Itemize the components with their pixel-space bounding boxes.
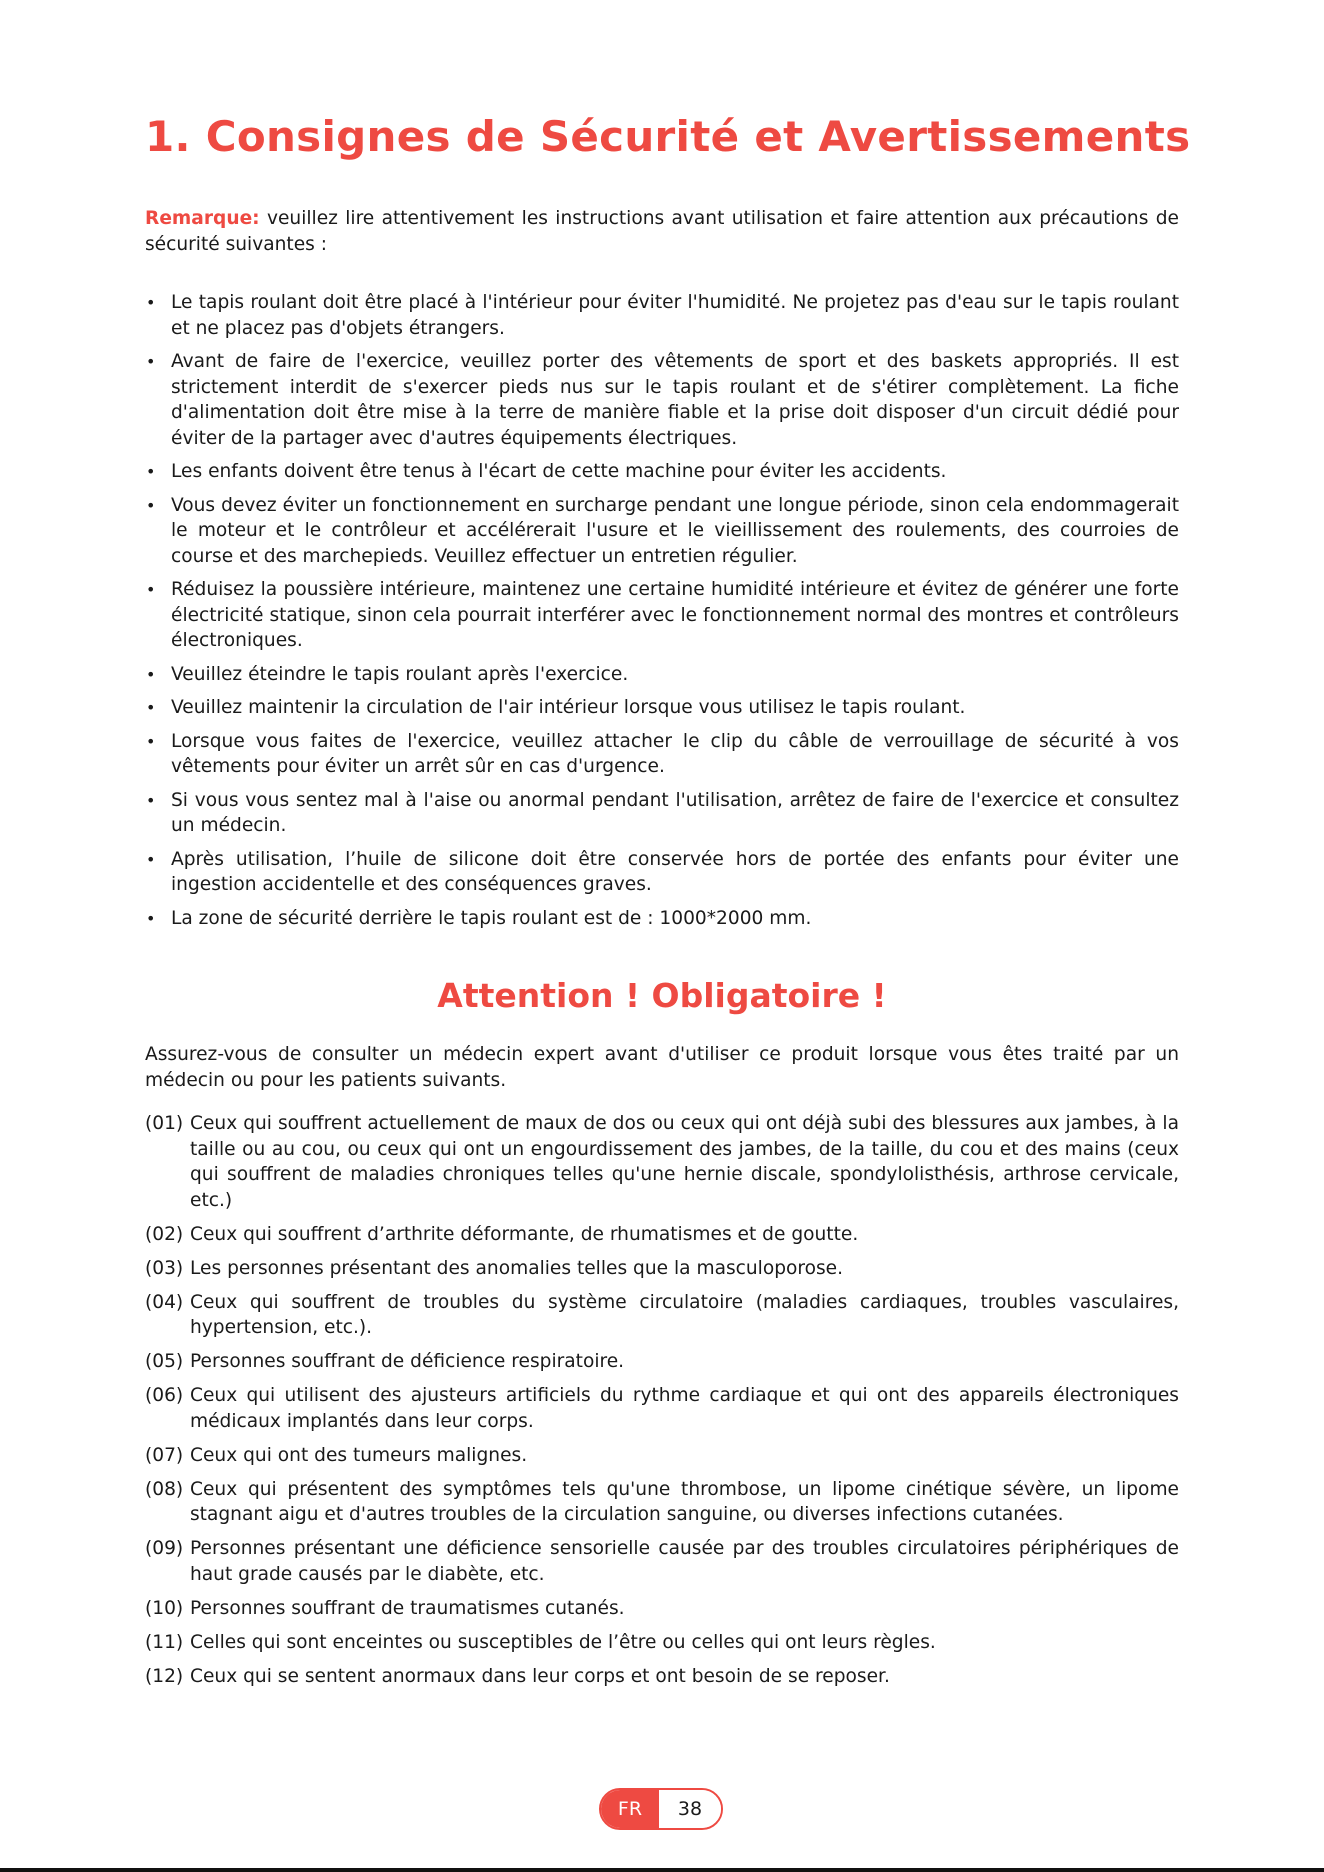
attention-heading: Attention ! Obligatoire ! <box>437 976 887 1015</box>
remark-paragraph <box>145 206 1179 258</box>
list-item <box>145 1383 1179 1434</box>
item-text: Personnes souffrant de traumatismes cutanés. <box>190 1597 625 1619</box>
bullet-icon: • <box>146 731 156 751</box>
bullet-icon: • <box>146 580 156 599</box>
item-text: Ceux qui utilisent des ajusteurs artificiels du rythme cardiaque et qui ont des appareils électroniques médicaux implantés dans leur corps. <box>190 1385 1179 1432</box>
list-item <box>145 1630 1179 1656</box>
item-text: Ceux qui ont des tumeurs malignes. <box>190 1444 528 1466</box>
list-item: • Les enfants doivent être tenus à l'écart de cette machine pour éviter les accidents. <box>145 459 1179 485</box>
item-number: (01) <box>145 1113 184 1134</box>
item-text: Ceux qui présentent des symptômes tels qu'une thrombose, un lipome cinétique sévère, un lipome stagnant aigu et d'autres troubles de la circulation sanguine, ou diverses infections cutanées. <box>190 1478 1179 1525</box>
list-item <box>145 1477 1179 1528</box>
item-text: Les personnes présentant des anomalies telles que la masculoporose. <box>190 1257 844 1279</box>
list-item: • Réduisez la poussière intérieure, maintenez une certaine humidité intérieure et évitez de générer une forte électricité statique, sinon cela pourrait interférer avec le fonctionnement normal des montres et contrôleurs électroniques. <box>146 579 1179 651</box>
bottom-divider <box>0 1868 1324 1872</box>
item-number: (12) <box>145 1665 184 1687</box>
list-item <box>145 1443 1179 1469</box>
language-label: FR <box>601 1790 659 1828</box>
list-item <box>145 1536 1179 1587</box>
list-item: • Veuillez éteindre le tapis roulant après l'exercice. <box>145 662 1179 688</box>
safety-bullet-list <box>145 290 1179 939</box>
item-number: (04) <box>145 1291 184 1313</box>
bullet-icon: • <box>146 849 156 869</box>
list-item <box>145 1349 1179 1375</box>
bullet-icon: • <box>146 495 156 515</box>
item-text: Ceux qui souffrent d’arthrite déformante, de rhumatismes et de goutte. <box>190 1223 859 1245</box>
item-number: (11) <box>145 1631 184 1653</box>
list-item: • Après utilisation, l’huile de silicone doit être conservée hors de portée des enfants pour éviter une ingestion accidentelle et des conséquences graves. <box>146 848 1179 895</box>
list-item: • La zone de sécurité derrière le tapis roulant est de : 1000*2000 mm. <box>145 906 1179 932</box>
list-item <box>145 1664 1179 1690</box>
bullet-icon: • <box>146 698 156 717</box>
list-item: • Avant de faire de l'exercice, veuillez porter des vêtements de sport et des baskets appropriés. Il est strictement interdit de s'exercer pieds nus sur le tapis roulant et de s'étirer complètement. La fiche d'alimentation doit être mise à la terre de manière fiable et la prise doit disposer d'un circuit dédié pour éviter de la partager avec d'autres équipements électriques. <box>146 351 1179 449</box>
item-text: Ceux qui souffrent de troubles du système circulatoire (maladies cardiaques, troubles vasculaires, hypertension, etc.). <box>190 1291 1179 1338</box>
item-number: (09) <box>145 1538 184 1559</box>
page-number-badge <box>599 1788 723 1830</box>
page-number: 38 <box>659 1790 721 1828</box>
bullet-icon: • <box>146 352 156 371</box>
item-number: (08) <box>145 1478 184 1500</box>
item-text: Ceux qui se sentent anormaux dans leur corps et ont besoin de se reposer. <box>190 1665 890 1687</box>
intro-paragraph: Assurez-vous de consulter un médecin expert avant d'utiliser ce produit lorsque vous êtes traité par un médecin ou pour les patients suivants. <box>145 1044 1179 1091</box>
list-item <box>145 1222 1179 1248</box>
conditions-list <box>145 1111 1179 1698</box>
list-item: • Le tapis roulant doit être placé à l'intérieur pour éviter l'humidité. Ne projetez pas d'eau sur le tapis roulant et ne placez pas d'objets étrangers. <box>146 292 1179 339</box>
list-item <box>145 1256 1179 1282</box>
item-text: Celles qui sont enceintes ou susceptibles de l’être ou celles qui ont leurs règles. <box>190 1631 936 1653</box>
list-item: • Veuillez maintenir la circulation de l'air intérieur lorsque vous utilisez le tapis roulant. <box>145 695 1179 721</box>
bullet-icon: • <box>146 908 156 928</box>
page-title: 1. Consignes de Sécurité et Avertissements <box>145 112 1191 161</box>
item-number: (10) <box>145 1597 184 1619</box>
bullet-icon: • <box>146 462 156 481</box>
item-number: (07) <box>145 1444 184 1466</box>
item-number: (02) <box>145 1223 184 1245</box>
remark-label: Remarque: <box>145 208 260 229</box>
list-item <box>145 1290 1179 1341</box>
item-text: Personnes présentant une déficience sensorielle causée par des troubles circulatoires périphériques de haut grade causés par le diabète, etc. <box>190 1538 1179 1585</box>
list-item <box>145 1596 1179 1622</box>
bullet-icon: • <box>146 664 156 684</box>
item-text: Personnes souffrant de déficience respiratoire. <box>190 1351 625 1372</box>
remark-text: veuillez lire attentivement les instructions avant utilisation et faire attention aux précautions de sécurité suivantes : <box>145 208 1179 255</box>
list-item: • Si vous vous sentez mal à l'aise ou anormal pendant l'utilisation, arrêtez de faire de l'exercice et consultez un médecin. <box>146 789 1179 836</box>
bullet-icon: • <box>146 293 156 312</box>
list-item: • Lorsque vous faites de l'exercice, veuillez attacher le clip du câble de verrouillage de sécurité à vos vêtements pour éviter un arrêt sûr en cas d'urgence. <box>146 730 1179 777</box>
bullet-icon: • <box>146 790 156 810</box>
list-item <box>145 1111 1179 1213</box>
item-number: (06) <box>145 1385 184 1406</box>
list-item: • Vous devez éviter un fonctionnement en surcharge pendant une longue période, sinon cela endommagerait le moteur et le contrôleur et accélérerait l'usure et le vieillissement des roulements, des courroies de course et des marchepieds. Veuillez effectuer un entretien régulier. <box>146 494 1179 567</box>
item-number: (03) <box>145 1257 184 1279</box>
item-text: Ceux qui souffrent actuellement de maux de dos ou ceux qui ont déjà subi des blessures aux jambes, à la taille ou au cou, ou ceux qui ont un engourdissement des jambes, de la taille, du cou et des mains (ceux qui souffrent de maladies chroniques telles qu'une hernie discale, spondylolisthésis, arthrose cervicale, etc.) <box>190 1113 1179 1211</box>
item-number: (05) <box>145 1351 184 1372</box>
